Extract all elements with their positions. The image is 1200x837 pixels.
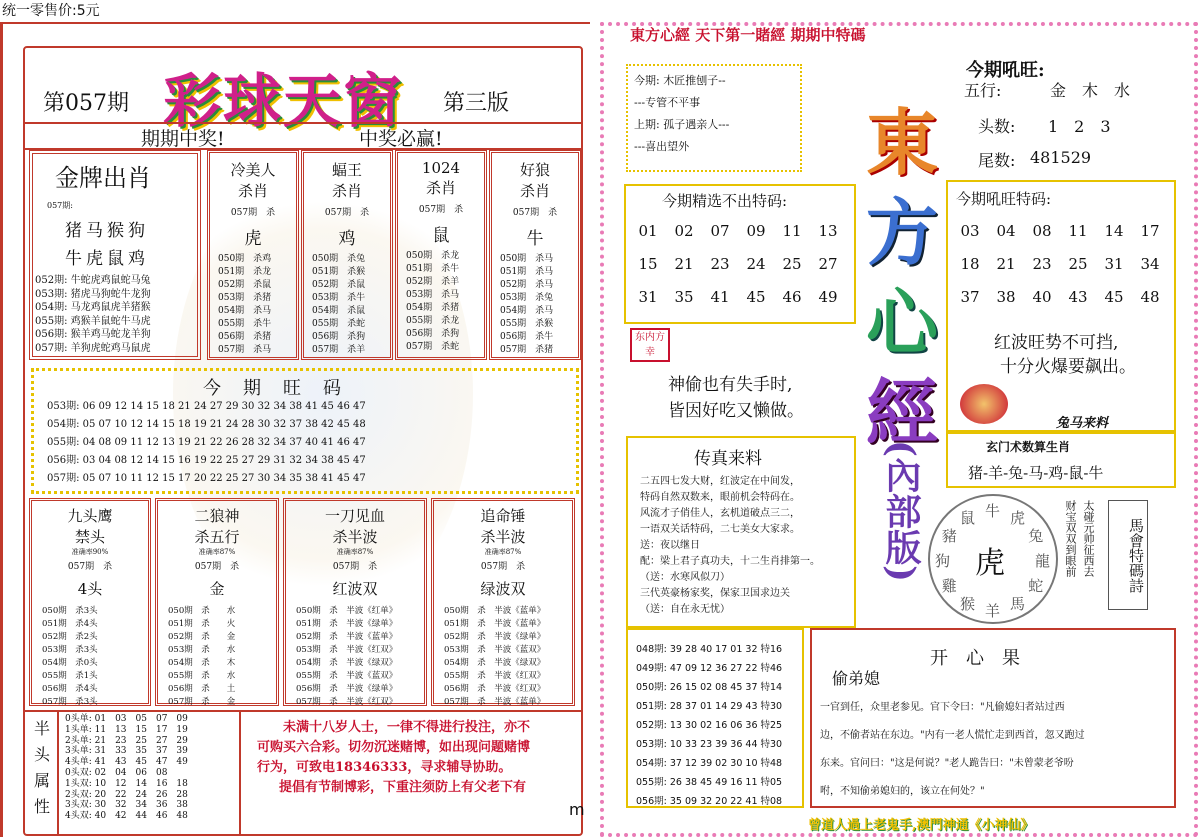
kill-column-title: 冷美人 (230, 161, 276, 179)
kill-column-row: 056期 杀牛 (500, 332, 554, 342)
bottom-column-row: 050期 杀 半波《蓝单》 (444, 606, 546, 616)
special-number: 45 (1104, 288, 1124, 306)
fax-line: 三代英豪杨家奖，保家卫国求边关 (640, 588, 790, 599)
big-title-char-1: 東 (865, 100, 938, 185)
thief-verse (668, 372, 804, 424)
special-number: 21 (996, 255, 1016, 273)
half-head-row: 3头单: 31 33 35 37 39 (65, 746, 188, 757)
result-row: 055期: 26 38 45 49 16 11 特05 (636, 777, 783, 788)
gold-history-row: 054期: 马龙鸡鼠虎羊猪猴 (35, 302, 151, 313)
bottom-column-row: 057期 杀3头 (42, 697, 98, 707)
exclude-number: 31 (638, 288, 658, 306)
kill-column-row: 054期 杀马 (218, 306, 272, 316)
slogan-bar (23, 122, 583, 150)
gold-line-1: 猪马猴狗 (65, 221, 149, 241)
fax-line: 二五四七发大财，红波定在中间发， (640, 476, 800, 487)
bottom-column-rows (42, 605, 148, 709)
bottom-column-rate: 准确率87% (336, 548, 374, 556)
gold-history-row: 056期: 猴羊鸡马蛇龙羊狗 (35, 329, 151, 340)
bottom-column-rate: 准确率87% (484, 548, 522, 556)
gold-title: 金牌出肖 (55, 164, 151, 192)
kill-column-row: 057期 杀羊 (312, 345, 366, 355)
kill-column-box (395, 150, 487, 360)
hot-row: 056期: 03 04 08 12 14 15 16 19 22 25 27 29 31 32 34 38 45 47 (47, 455, 366, 466)
bottom-column-row: 055期 杀 半波《蓝双》 (296, 671, 398, 681)
kill-column-row: 057期 杀蛇 (406, 342, 460, 352)
zodiac-ring-char: 鼠 (960, 508, 976, 527)
zodiac-ring-char: 兔 (1028, 527, 1044, 545)
kill-column-row: 053期 杀马 (406, 290, 460, 300)
right-banner: 東方心經 天下第一賭經 期期中特碼 (630, 26, 866, 44)
head-values: 1 2 3 (1048, 117, 1111, 136)
exclude-number: 01 (638, 222, 658, 240)
kill-column-box (301, 150, 393, 360)
exclude-number: 35 (674, 288, 694, 306)
bottom-column-title: 二狼神 (194, 507, 240, 525)
left-page (0, 22, 590, 837)
zodiac-ring-char: 狗 (935, 552, 951, 570)
fax-title: 传真来料 (694, 449, 762, 469)
half-head-label-2: 头 (33, 745, 50, 764)
special-number: 43 (1068, 288, 1088, 306)
bottom-column-row: 056期 杀 土 (168, 684, 236, 694)
tail-values: 481529 (1030, 148, 1092, 167)
kill-column-row: 054期 杀马 (500, 306, 554, 316)
result-row: 056期: 35 09 32 20 22 41 特08 (636, 796, 783, 807)
kill-column-row: 054期 杀鼠 (312, 306, 366, 316)
slogan-1: 期期中奖! (141, 128, 225, 150)
kill-column-row: 050期 杀兔 (312, 254, 366, 264)
big-title-char-4: 經 (865, 370, 938, 455)
tail-label: 尾数: (978, 151, 1016, 170)
special-verse-1: 红波旺势不可挡, (994, 333, 1119, 353)
kill-column-row: 057期 杀马 (218, 345, 272, 355)
kill-column-row: 052期 杀羊 (406, 277, 460, 287)
special-number: 31 (1104, 255, 1124, 273)
zodiac-ring-char: 猴 (960, 595, 976, 614)
hot-rows (47, 398, 366, 488)
kill-column-row: 056期 杀狗 (406, 329, 460, 339)
special-number: 04 (996, 222, 1016, 240)
thief-line-2: 皆因好吃又懒做。 (668, 401, 804, 421)
poem-line-1: 今期: 木匠推刨子-- (634, 74, 726, 87)
kill-column-subtitle: 杀肖 (237, 182, 268, 200)
bottom-column-row: 055期 杀1头 (42, 671, 98, 681)
kill-column-row: 056期 杀狗 (312, 332, 366, 342)
bottom-column-answer: 金 (209, 580, 225, 598)
kill-column-box (207, 150, 299, 360)
kill-column-row: 053期 杀兔 (500, 293, 554, 303)
kill-column-answer: 鼠 (432, 226, 450, 246)
kill-column-title: 好狼 (519, 161, 550, 179)
special-number: 11 (1068, 222, 1088, 240)
zodiac-ring-char: 蛇 (1028, 577, 1044, 595)
gold-history-row: 055期: 鸡猴羊鼠蛇牛马虎 (35, 315, 151, 327)
special-title: 今期吼旺特码: (956, 190, 1052, 208)
gold-line-2: 牛虎鼠鸡 (65, 249, 149, 269)
bottom-column-row: 050期 杀3头 (42, 606, 98, 616)
result-row: 051期: 28 37 01 14 29 43 特30 (636, 701, 783, 712)
bottom-column-subtitle: 杀半波 (480, 528, 526, 546)
special-number: 48 (1140, 288, 1160, 306)
wuxing-values: 金 木 水 (1050, 81, 1131, 100)
zodiac-ring-char: 牛 (985, 502, 1001, 520)
kill-column-row: 055期 杀蛇 (312, 319, 366, 329)
kill-column-row: 051期 杀猴 (312, 267, 366, 277)
bottom-column-box (283, 498, 427, 706)
bottom-column-answer: 红波双 (332, 580, 378, 598)
kill-column-subtitle: 杀肖 (425, 179, 456, 197)
joke-line: 咐，不知偷弟媳妇的，该立在何处？" (820, 786, 985, 797)
result-row: 052期: 13 30 02 16 06 36 特25 (636, 720, 783, 731)
bottom-column-answer: 绿波双 (480, 580, 526, 598)
bottom-column-rows (444, 605, 572, 709)
gold-history-row: 052期: 牛蛇虎鸡鼠蛇马兔 (35, 275, 151, 286)
bottom-column-issue: 057期 杀 (194, 562, 240, 572)
fax-line: 配：梁上君子真功夫，十二生肖排第一。 (640, 556, 820, 567)
bottom-column-rate: 准确率90% (71, 548, 109, 556)
bottom-column-row: 051期 杀 火 (168, 619, 236, 629)
bottom-column-box (431, 498, 575, 706)
bottom-column-row: 052期 杀 金 (168, 632, 236, 642)
issue-number: 第057期 (43, 91, 129, 116)
kill-column-row: 057期 杀猪 (500, 345, 554, 355)
poem-line-4: ---喜出望外 (634, 140, 690, 153)
half-head-label-1: 半 (33, 719, 50, 738)
side-verse-1: 财宝双双到眼前 (1064, 500, 1077, 577)
page-mark: m (569, 800, 585, 819)
bottom-column-row: 053期 杀3头 (42, 645, 98, 655)
bottom-column-subtitle: 禁头 (74, 528, 105, 546)
results-rows (636, 640, 782, 811)
bottom-column-row: 056期 杀4头 (42, 684, 98, 694)
joke-line: 东来。官问曰："这是何说？"老人跪告曰："未曾蒙老爷吩 (820, 758, 1074, 769)
bottom-column-title: 追命锤 (480, 507, 526, 525)
kill-column-row: 051期 杀牛 (406, 264, 460, 274)
bottom-column-row: 056期 杀 半波《绿单》 (296, 684, 398, 694)
bottom-column-box (155, 498, 279, 706)
bottom-column-row: 050期 杀 水 (168, 606, 236, 616)
half-head-row: 1头单: 11 13 15 17 19 (65, 724, 188, 735)
notice (257, 718, 579, 798)
bottom-column-row: 053期 杀 半波《蓝双》 (444, 645, 546, 655)
kill-column-row: 054期 杀猪 (406, 303, 460, 313)
bottom-banner: 曾道人過上老鬼手,澳門神通《小神仙》 (808, 818, 1034, 833)
half-head-row: 4头单: 41 43 45 47 49 (65, 757, 188, 768)
wheel-center: 虎 (975, 546, 1005, 581)
result-row: 049期: 47 09 12 36 27 22 特46 (636, 663, 783, 674)
exclude-title: 今期精选不出特码: (662, 192, 788, 210)
kill-column-row: 056期 杀猪 (218, 332, 272, 342)
kill-column-answer: 虎 (244, 229, 262, 249)
half-head-divider (57, 710, 59, 836)
bottom-column-row: 057期 杀 半波《红双》 (296, 697, 398, 707)
kill-column-title: 蝠王 (331, 161, 362, 179)
half-head-label-3: 属 (33, 771, 50, 790)
gold-history-row: 053期: 猪虎马狗蛇牛龙狗 (35, 288, 151, 300)
kill-column-row: 055期 杀牛 (218, 319, 272, 329)
joke-title: 开 心 果 (930, 648, 1020, 669)
fax-line: 一语双关话特码，二七美女大家求。 (640, 524, 800, 535)
poem-line-2: ---专管不平事 (634, 96, 701, 109)
bottom-column-row: 057期 杀 半波《蓝单》 (444, 697, 546, 707)
bottom-column-row: 056期 杀 半波《红双》 (444, 684, 546, 694)
special-number: 03 (960, 222, 980, 240)
fax-line: （送：水寒风似刀） (640, 572, 730, 583)
exclude-number: 09 (746, 222, 766, 240)
exclude-number: 41 (710, 288, 730, 306)
kill-column-row: 050期 杀龙 (406, 251, 460, 261)
hot-title: 今 期 旺 码 (203, 378, 343, 399)
half-head-row: 4头双: 40 42 44 46 48 (65, 811, 188, 822)
kill-column-rows (406, 250, 484, 354)
tiger-emblem (960, 384, 1008, 424)
notice-line-3: 行为，可致电18346333，寻求辅导协助。 (257, 760, 512, 775)
bottom-column-row: 054期 杀 木 (168, 658, 236, 668)
hot-row: 053期: 06 09 12 14 15 18 21 24 27 29 30 32 34 38 41 45 46 47 (47, 401, 366, 412)
kill-column-issue: 057期 杀 (512, 208, 558, 218)
special-number: 38 (996, 288, 1016, 306)
poem (634, 70, 729, 158)
kill-column-box (489, 150, 581, 360)
exclude-number: 27 (818, 255, 838, 273)
inner-edition: (內部版) (880, 440, 922, 583)
bottom-column-title: 九头鹰 (67, 507, 113, 525)
joke-subtitle: 偷弟媳 (832, 669, 881, 688)
fax-lines (640, 474, 852, 618)
joke-body (820, 694, 1170, 806)
half-head-rows (65, 714, 188, 822)
exclude-number: 15 (638, 255, 658, 273)
zodiac-ring-char: 豬 (941, 527, 957, 545)
exclude-number: 25 (782, 255, 802, 273)
result-row: 053期: 10 33 23 39 36 44 特30 (636, 739, 783, 750)
kill-column-row: 053期 杀牛 (312, 293, 366, 303)
kill-column-row: 052期 杀鼠 (312, 280, 366, 290)
kill-column-issue: 057期 杀 (230, 208, 276, 218)
half-head-row: 3头双: 30 32 34 36 38 (65, 800, 188, 811)
fax-line: 特码自然双数来，眼前机会特码在。 (640, 492, 800, 503)
bottom-column-rate: 准确率87% (198, 548, 236, 556)
special-verse-2: 十分火爆要飙出。 (1000, 357, 1136, 377)
special-number: 34 (1140, 255, 1160, 273)
zodiac-ring-char: 雞 (941, 577, 957, 595)
hot-row: 055期: 04 08 09 11 12 13 19 21 22 26 28 32 34 37 40 41 46 47 (47, 437, 366, 448)
source-label: 兔马来料 (1056, 416, 1109, 431)
zodiac-ring-char: 羊 (985, 602, 1001, 620)
kill-column-row: 052期 杀鼠 (218, 280, 272, 290)
exclude-number: 13 (818, 222, 838, 240)
xuanmen-title: 玄门术数算生肖 (986, 440, 1071, 454)
exclude-number: 02 (674, 222, 694, 240)
bottom-column-row: 055期 杀 半波《红双》 (444, 671, 546, 681)
bottom-column-row: 051期 杀 半波《绿单》 (296, 619, 398, 629)
joke-line: 一官到任，众里老参见。官下令曰："凡偷媳妇者站过西 (820, 702, 1065, 713)
thief-line-1: 神偷也有失手时, (668, 375, 793, 395)
half-head-row: 0头单: 01 03 05 07 09 (65, 714, 188, 724)
special-number: 40 (1032, 288, 1052, 306)
big-title-char-3: 心 (865, 280, 938, 365)
bottom-column-row: 057期 杀 金 (168, 697, 236, 707)
half-head-row: 2头双: 20 22 24 26 28 (65, 789, 188, 800)
notice-line-4: 提倡有节制博彩，下重注须防上有父老下有 (279, 780, 527, 795)
exclude-number: 24 (746, 255, 766, 273)
exclude-number: 46 (782, 288, 802, 306)
kill-column-row: 055期 杀龙 (406, 316, 460, 326)
bottom-column-row: 052期 杀2头 (42, 632, 98, 642)
half-head-label-4: 性 (33, 797, 50, 816)
bottom-column-row: 052期 杀 半波《蓝单》 (296, 632, 398, 642)
bottom-column-row: 051期 杀4头 (42, 619, 98, 629)
kill-column-subtitle: 杀肖 (331, 182, 362, 200)
half-head-row: 0头双: 02 04 06 08 (65, 767, 168, 778)
kill-column-row: 050期 杀马 (500, 254, 554, 264)
kill-column-row: 053期 杀猪 (218, 293, 272, 303)
exclude-number: 23 (710, 255, 730, 273)
special-number: 37 (960, 288, 980, 306)
slogan-2: 中奖必赢! (359, 128, 443, 150)
gold-history-row: 057期: 羊狗虎蛇鸡马鼠虎 (35, 342, 151, 354)
fax-line: 送：夜以继日 (640, 540, 700, 551)
hot-row: 054期: 05 07 10 12 14 15 18 19 21 24 28 30 32 37 38 42 45 48 (47, 419, 366, 430)
result-row: 048期: 39 28 40 17 01 32 特16 (636, 644, 783, 655)
head-label: 头数: (978, 117, 1016, 136)
bottom-column-row: 055期 杀 水 (168, 671, 236, 681)
kill-column-row: 052期 杀马 (500, 280, 554, 290)
exclude-number: 45 (746, 288, 766, 306)
kill-column-subtitle: 杀肖 (519, 182, 550, 200)
half-head-label (31, 716, 53, 820)
special-number: 23 (1032, 255, 1052, 273)
bottom-column-row: 050期 杀 半波《红单》 (296, 606, 398, 616)
gold-history (35, 274, 151, 355)
price-label: 统一零售价:5元 (2, 3, 100, 19)
exclude-number: 07 (710, 222, 730, 240)
kill-column-answer: 鸡 (338, 229, 356, 249)
bottom-column-issue: 057期 杀 (332, 562, 378, 572)
kill-column-row: 050期 杀鸡 (218, 254, 272, 264)
big-title (862, 98, 942, 458)
bottom-column-subtitle: 杀五行 (194, 528, 240, 546)
half-head-divider-2 (239, 710, 241, 836)
zodiac-ring-char: 虎 (1010, 508, 1026, 527)
kill-column-issue: 057期 杀 (324, 208, 370, 218)
xuanmen-line: 猪-羊-兔-马-鸡-鼠-牛 (968, 464, 1104, 482)
hot-title-r: 今期吼旺: (966, 60, 1045, 81)
zodiac-ring-char: 龍 (1035, 552, 1051, 570)
notice-line-1: 未满十八岁人士，一律不得进行投注，亦不 (283, 720, 531, 735)
bottom-column-rows (296, 605, 424, 709)
bottom-column-row: 052期 杀 半波《绿单》 (444, 632, 546, 642)
kill-column-rows (500, 253, 578, 357)
bottom-column-box (29, 498, 151, 706)
bottom-column-row: 053期 杀 半波《红双》 (296, 645, 398, 655)
kill-column-row: 055期 杀猴 (500, 319, 554, 329)
bottom-column-answer: 4头 (77, 580, 103, 598)
bottom-column-row: 054期 杀0头 (42, 658, 98, 668)
kill-column-rows (218, 253, 296, 357)
special-number: 25 (1068, 255, 1088, 273)
bottom-column-subtitle: 杀半波 (332, 528, 378, 546)
hot-row: 057期: 05 07 10 11 12 15 17 20 22 25 27 30 34 35 38 41 45 47 (47, 473, 366, 484)
exclude-number: 11 (782, 222, 802, 240)
bottom-column-issue: 057期 杀 (480, 562, 526, 572)
special-number: 18 (960, 255, 980, 273)
bottom-column-issue: 057期 杀 (67, 562, 113, 572)
bottom-column-row: 054期 杀 半波《绿双》 (296, 658, 398, 668)
poem-line-3: 上期: 孤子遇亲人--- (634, 118, 730, 131)
fax-line: （送：自在永无忧） (640, 604, 730, 615)
kill-column-issue: 057期 杀 (418, 205, 464, 215)
exclude-number: 49 (818, 288, 838, 306)
result-row: 054期: 37 12 39 02 30 10 特48 (636, 758, 783, 769)
fax-line: 风流才子俏佳人，玄机道破点三二， (640, 508, 800, 519)
horse-signature: 馬會特碼詩 (1108, 500, 1148, 610)
side-verse-2: 太碰元帅征西去 (1082, 500, 1095, 577)
kill-column-rows (312, 253, 390, 357)
half-head-row: 1头双: 10 12 14 16 18 (65, 778, 188, 789)
bottom-column-row: 053期 杀 水 (168, 645, 236, 655)
exclude-number: 21 (674, 255, 694, 273)
kill-column-title: 1024 (421, 159, 461, 177)
zodiac-ring-char: 馬 (1010, 595, 1026, 614)
kill-column-answer: 牛 (526, 229, 544, 249)
special-number: 14 (1104, 222, 1124, 240)
bottom-column-rows (168, 605, 276, 709)
result-row: 050期: 26 15 02 08 45 37 特14 (636, 682, 783, 693)
wuxing-label: 五行: (964, 81, 1002, 100)
bottom-column-title: 一刀见血 (324, 507, 385, 525)
special-number: 08 (1032, 222, 1052, 240)
special-number: 17 (1140, 222, 1160, 240)
notice-line-2: 可购买六合彩。切勿沉迷赌博，如出现问题赌博 (257, 740, 531, 755)
edition-label: 第三版 (443, 91, 510, 116)
kill-column-row: 051期 杀龙 (218, 267, 272, 277)
joke-line: 边，不偷者站在东边。"内有一老人慌忙走到西首，忽又跑过 (820, 730, 1085, 741)
bottom-column-row: 051期 杀 半波《蓝单》 (444, 619, 546, 629)
kill-column-row: 051期 杀马 (500, 267, 554, 277)
bottom-column-row: 054期 杀 半波《绿双》 (444, 658, 546, 668)
half-head-row: 2头单: 21 23 25 27 29 (65, 735, 188, 746)
big-title-char-2: 方 (865, 190, 938, 275)
gold-issue: 057期: (47, 201, 73, 210)
logo-title: 彩球天窗 (163, 67, 404, 135)
stamp: 东内方幸 (630, 328, 670, 362)
